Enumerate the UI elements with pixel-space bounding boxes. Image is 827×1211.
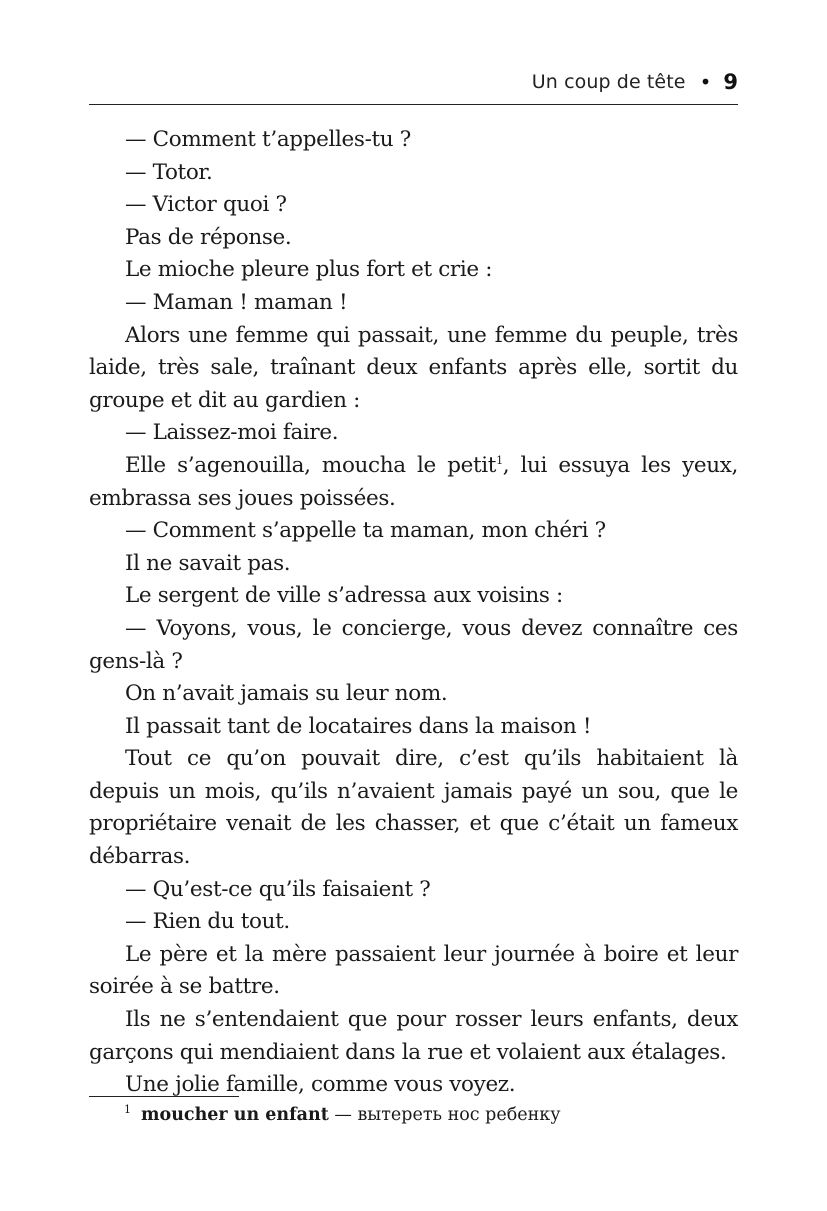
- footnote-definition: — вытереть нос ребенку: [328, 1104, 561, 1125]
- paragraph: Ils ne s’entendaient que pour rosser leurs enfants, deux garçons qui mendiaient dans la rue et volaient aux étalages.: [89, 1007, 738, 1065]
- running-header: [89, 64, 738, 105]
- paragraph: Le sergent de ville s’adressa aux voisins :: [125, 583, 563, 609]
- body-text: [89, 124, 738, 1102]
- paragraph: — Voyons, vous, le concierge, vous devez connaître ces gens-là ?: [89, 615, 738, 674]
- paragraph: — Comment t’appelles-tu ?: [125, 127, 411, 152]
- paragraph: — Totor.: [125, 159, 213, 185]
- footnote: [124, 1103, 561, 1125]
- paragraph-with-footnote: [89, 450, 738, 515]
- page-number: 9: [723, 70, 738, 94]
- paragraph: Alors une femme qui passait, une femme du peuple, très laide, très sale, traînant deux enfants après elle, sortit du groupe et dit au gardien :: [89, 322, 738, 413]
- paragraph: Pas de réponse.: [125, 224, 292, 250]
- footnote-term: moucher un enfant: [141, 1104, 329, 1125]
- paragraph: — Comment s’appelle ta maman, mon chéri ?: [125, 518, 606, 544]
- paragraph: Tout ce qu’on pouvait dire, c’est qu’ils habitaient là depuis un mois, qu’ils n’avaient jamais payé un sou, que le propriétaire venait de les chasser, et que c’était un fameux débarras.: [89, 746, 738, 870]
- paragraph: On n’avait jamais su leur nom.: [125, 681, 448, 707]
- running-title: Un coup de tête: [531, 71, 686, 93]
- paragraph: — Rien du tout.: [125, 909, 290, 935]
- footnote-marker: 1: [124, 1103, 131, 1116]
- header-bullet: •: [699, 70, 712, 94]
- paragraph: Il passait tant de locataires dans la maison !: [125, 713, 592, 739]
- footnote-reference: 1: [496, 453, 503, 467]
- paragraph: — Laissez-moi faire.: [125, 420, 339, 446]
- paragraph-text: Elle s’agenouilla, moucha le petit: [125, 452, 497, 478]
- paragraph: Il ne savait pas.: [125, 550, 291, 576]
- paragraph: — Maman ! maman !: [125, 289, 348, 315]
- paragraph: Une jolie famille, comme vous voyez.: [125, 1072, 516, 1098]
- paragraph: — Victor quoi ?: [125, 192, 287, 218]
- paragraph: — Qu’est-ce qu’ils faisaient ?: [125, 876, 431, 902]
- paragraph: Le mioche pleure plus fort et crie :: [125, 257, 493, 283]
- paragraph: Le père et la mère passaient leur journée à boire et leur soirée à se battre.: [89, 941, 738, 1000]
- footnote-divider: [89, 1096, 239, 1097]
- paragraph-text: , lui essuya les yeux, embrassa ses joues poissées.: [89, 452, 738, 511]
